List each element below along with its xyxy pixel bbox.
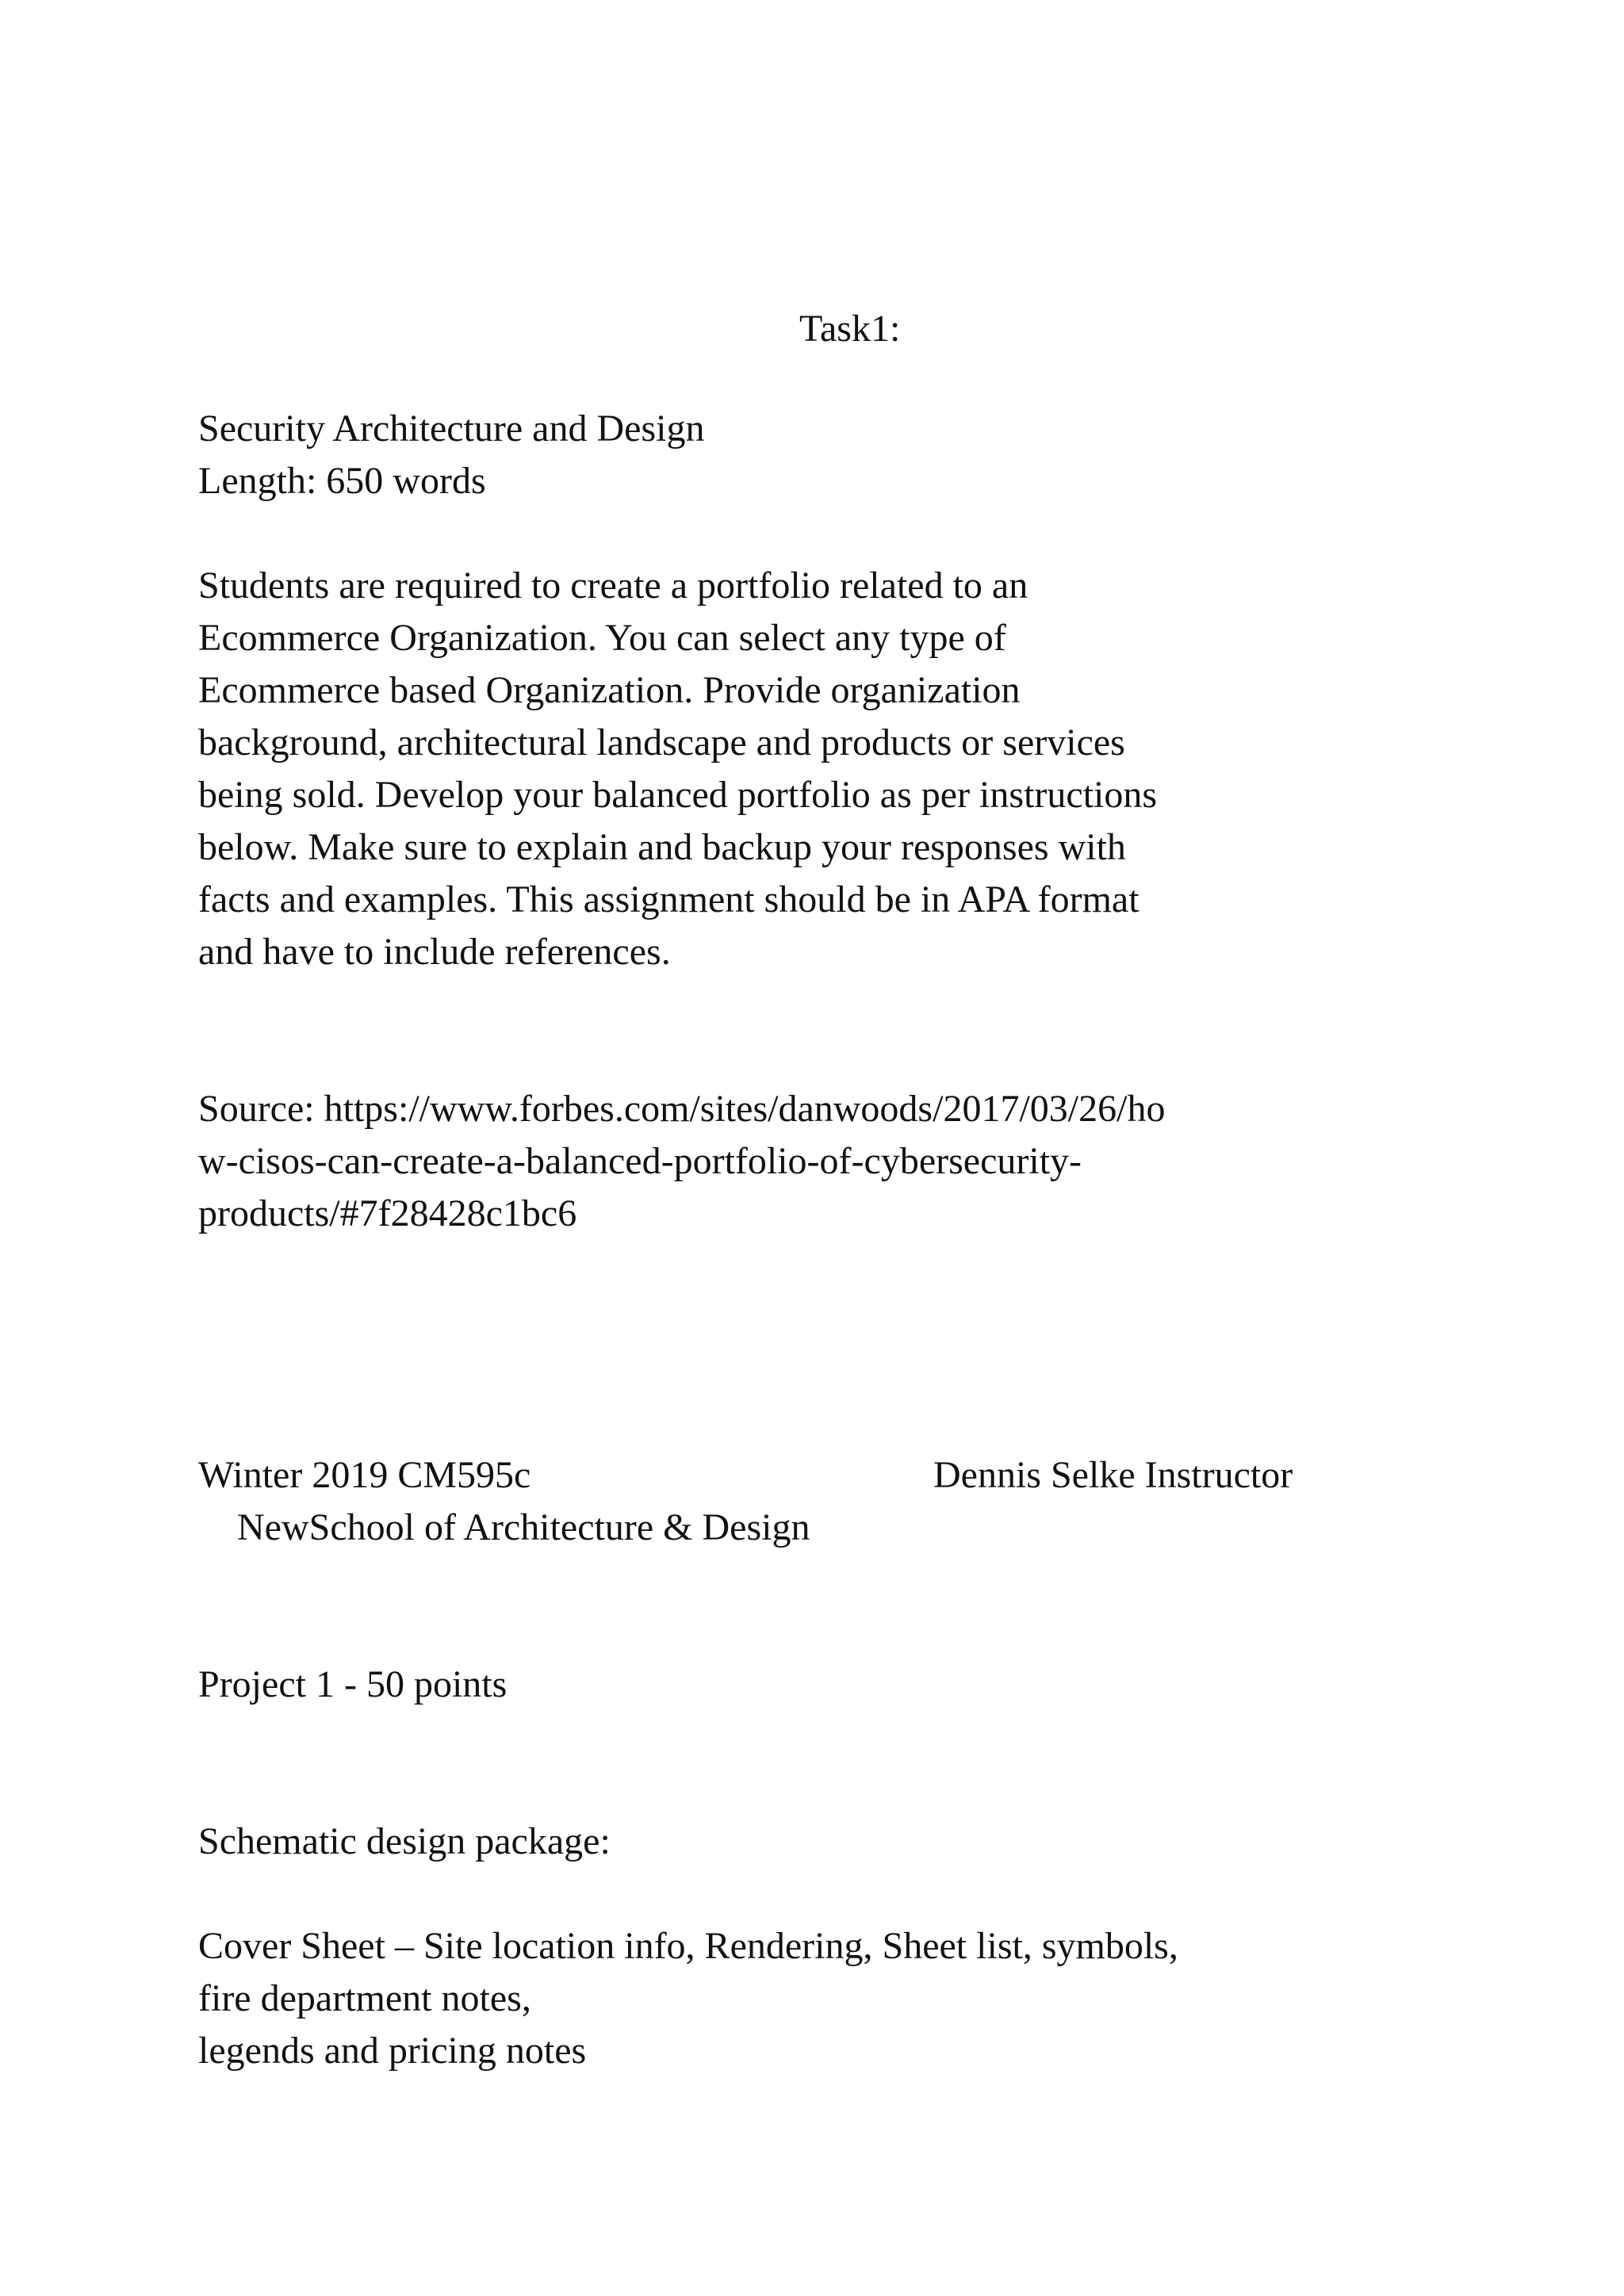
paragraph-line-4: background, architectural landscape and products or services: [198, 721, 1125, 763]
task-title: Task1:: [799, 308, 901, 350]
course-term: Winter 2019 CM595c: [198, 1454, 531, 1496]
paragraph-line-7: facts and examples. This assignment should be in APA format: [198, 878, 1139, 920]
source-line-2: w-cisos-can-create-a-balanced-portfolio-of-cybersecurity-: [198, 1140, 1082, 1182]
schematic-heading: Schematic design package:: [198, 1820, 611, 1862]
cover-sheet-line-2: fire department notes,: [198, 1977, 531, 2019]
school-name: NewSchool of Architecture & Design: [237, 1506, 810, 1548]
source-line-1: Source: https://www.forbes.com/sites/danwoods/2017/03/26/ho: [198, 1088, 1166, 1130]
instructor-name: Dennis Selke Instructor: [933, 1454, 1293, 1496]
paragraph-line-3: Ecommerce based Organization. Provide organization: [198, 669, 1021, 711]
section-heading: Security Architecture and Design: [198, 408, 705, 450]
paragraph-line-8: and have to include references.: [198, 931, 671, 973]
length-line: Length: 650 words: [198, 460, 486, 502]
cover-sheet-line-1: Cover Sheet – Site location info, Rendering, Sheet list, symbols,: [198, 1925, 1178, 1967]
source-line-3: products/#7f28428c1bc6: [198, 1192, 577, 1234]
paragraph-line-1: Students are required to create a portfolio related to an: [198, 564, 1028, 607]
paragraph-line-5: being sold. Develop your balanced portfolio as per instructions: [198, 774, 1158, 816]
cover-sheet-line-3: legends and pricing notes: [198, 2030, 587, 2072]
project-line: Project 1 - 50 points: [198, 1663, 508, 1705]
paragraph-line-2: Ecommerce Organization. You can select any type of: [198, 617, 1006, 659]
paragraph-line-6: below. Make sure to explain and backup your responses with: [198, 826, 1126, 868]
